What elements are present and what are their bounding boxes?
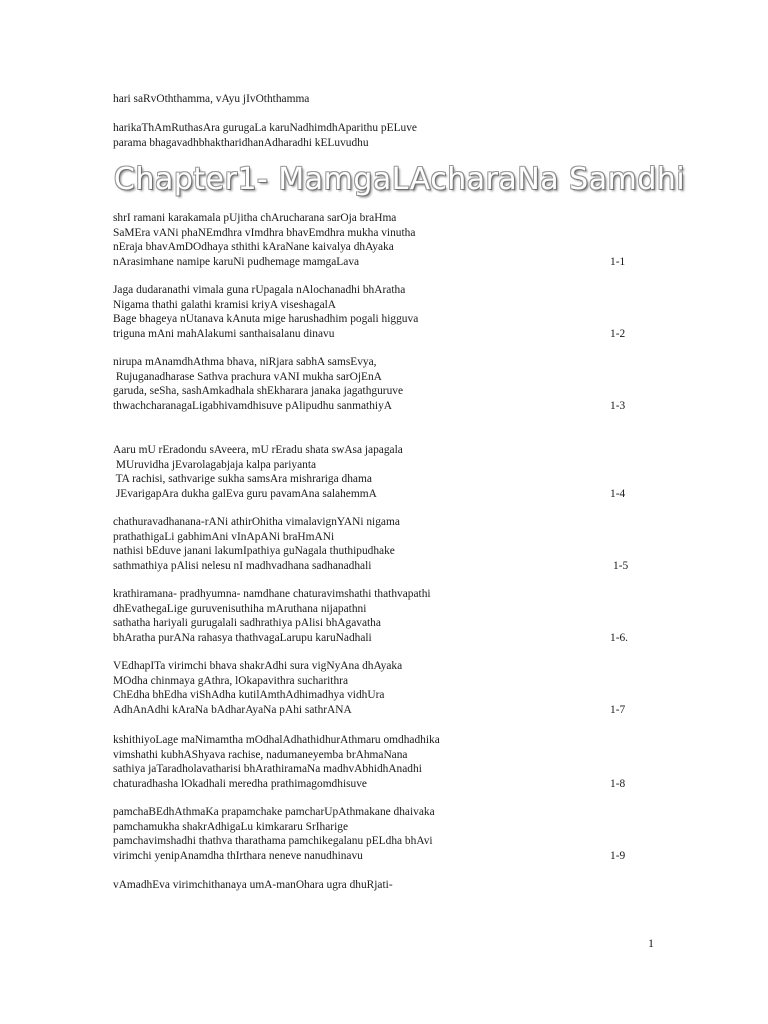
verse-line: Jaga dudaranathi vimala guna rUpagala nAlochanadhi bhAratha [113, 284, 406, 296]
verse-line: ChEdha bhEdha viShAdha kutilAmthAdhimadhya vidhUra [113, 689, 385, 701]
verse-line: pamchaBEdhAthmaKa prapamchake pamcharUpAthmakane dhaivaka [113, 806, 435, 818]
verse-line: nEraja bhavAmDOdhaya sthithi kAraNane kaivalya dhAyaka [113, 241, 394, 253]
verse-number: 1-3 [610, 399, 626, 412]
page-number: 1 [648, 936, 654, 950]
intro-line-2: harikaThAmRuthasAra gurugaLa karuNadhimdhAparithu pELuve [113, 122, 417, 134]
verse-line: nathisi bEduve janani lakumIpathiya guNagala thuthipudhake [113, 545, 395, 557]
verse-line: sathmathiya pAlisi nelesu nI madhvadhana sadhanadhali [113, 559, 372, 572]
verse-number: 1-1 [610, 255, 626, 268]
verse-line: Aaru mU rEradondu sAveera, mU rEradu shata swAsa japagala [113, 444, 403, 456]
verse-number: 1-7 [610, 703, 626, 716]
verse-line: garuda, seSha, sashAmkadhala shEkharara janaka jagathguruve [113, 385, 404, 397]
verse-line: pamchavimshadhi thathva tharathama pamchikegalanu pELdha bhAvi [113, 835, 433, 847]
verse-line: SaMEra vANi phaNEmdhra vImdhra bhavEmdhra mukha vinutha [113, 226, 416, 239]
intro-line-3: parama bhagavadhbhaktharidhanAdharadhi kELuvudhu [113, 137, 369, 149]
verse-line: sathiya jaTaradholavatharisi bhArathiramaNa madhvAbhidhAnadhi [113, 763, 422, 775]
verse-line: JEvarigapAra dukha galEva guru pavamAna salahemmA [113, 487, 377, 500]
verse-line: MUruvidha jEvarolagabjaja kalpa pariyanta [113, 458, 317, 471]
verse-number: 1-6. [610, 631, 629, 644]
verse-line: TA rachisi, sathvarige sukha samsAra mishrariga dhama [113, 473, 372, 485]
verse-number: 1-8 [610, 777, 626, 790]
verse-line: vimshathi kubhAShyava rachise, nadumaneyemba brAhmaNana [113, 748, 408, 761]
verse-line: virimchi yenipAnamdha thIrthara neneve nanudhinavu [113, 849, 363, 862]
verse-line: shrI ramani karakamala pUjitha chArucharana sarOja braHma [113, 212, 397, 224]
verse-line: chathuravadhanana-rANi athirOhitha vimalavignYANi nigama [113, 516, 400, 528]
verse-number: 1-4 [610, 487, 626, 500]
verse-line: Rujuganadharase Sathva prachura vANI mukha sarOjEnA [113, 370, 382, 383]
last-line: vAmadhEva virimchithanaya umA-manOhara ugra dhuRjati- [113, 879, 393, 891]
verse-line: VEdhapITa virimchi bhava shakrAdhi sura vigNyAna dhAyaka [113, 660, 403, 672]
verse-line: kshithiyoLage maNimamtha mOdhalAdhathidhurAthmaru omdhadhika [113, 734, 440, 746]
verse-line: thwachcharanagaLigabhivamdhisuve pAlipudhu sanmathiyA [113, 399, 392, 412]
verse-line: nArasimhane namipe karuNi pudhemage mamgaLava [113, 255, 360, 268]
chapter-heading: Chapter1- MamgaLAcharaNa Samdhi [114, 162, 686, 197]
verse-number: 1-5 [613, 559, 629, 572]
verse-line: bhAratha purANa rahasya thathvagaLarupu karuNadhali [113, 631, 372, 644]
intro-line-1: hari saRvOththamma, vAyu jIvOththamma [113, 93, 310, 105]
verse-number: 1-2 [610, 327, 626, 340]
verse-line: Bage bhageya nUtanava kAnuta mige harushadhim pogali higguva [113, 313, 419, 325]
verse-line: MOdha chinmaya gAthra, lOkapavithra sucharithra [113, 674, 349, 687]
verse-number: 1-9 [610, 849, 626, 862]
verse-line: pamchamukha shakrAdhigaLu kimkararu SrIharige [113, 820, 349, 833]
verse-line: sathatha hariyali gurugalali sadhrathiya pAlisi bhAgavatha [113, 617, 381, 629]
verse-line: triguna mAni mahAlakumi santhaisalanu dinavu [113, 327, 335, 340]
verse-line: dhEvathegaLige guruvenisuthiha mAruthana nijapathni [113, 602, 367, 615]
verse-line: krathiramana- pradhyumna- namdhane chaturavimshathi thathvapathi [113, 588, 431, 600]
verse-line: AdhAnAdhi kAraNa bAdharAyaNa pAhi sathrANA [113, 703, 352, 716]
verse-line: Nigama thathi galathi kramisi kriyA viseshagalA [113, 298, 337, 311]
verse-line: prathathigaLi gabhimAni vInApANi braHmANi [113, 530, 335, 543]
verse-line: chaturadhasha lOkadhali meredha prathimagomdhisuve [113, 777, 367, 790]
verse-line: nirupa mAnamdhAthma bhava, niRjara sabhA samsEvya, [113, 356, 377, 368]
